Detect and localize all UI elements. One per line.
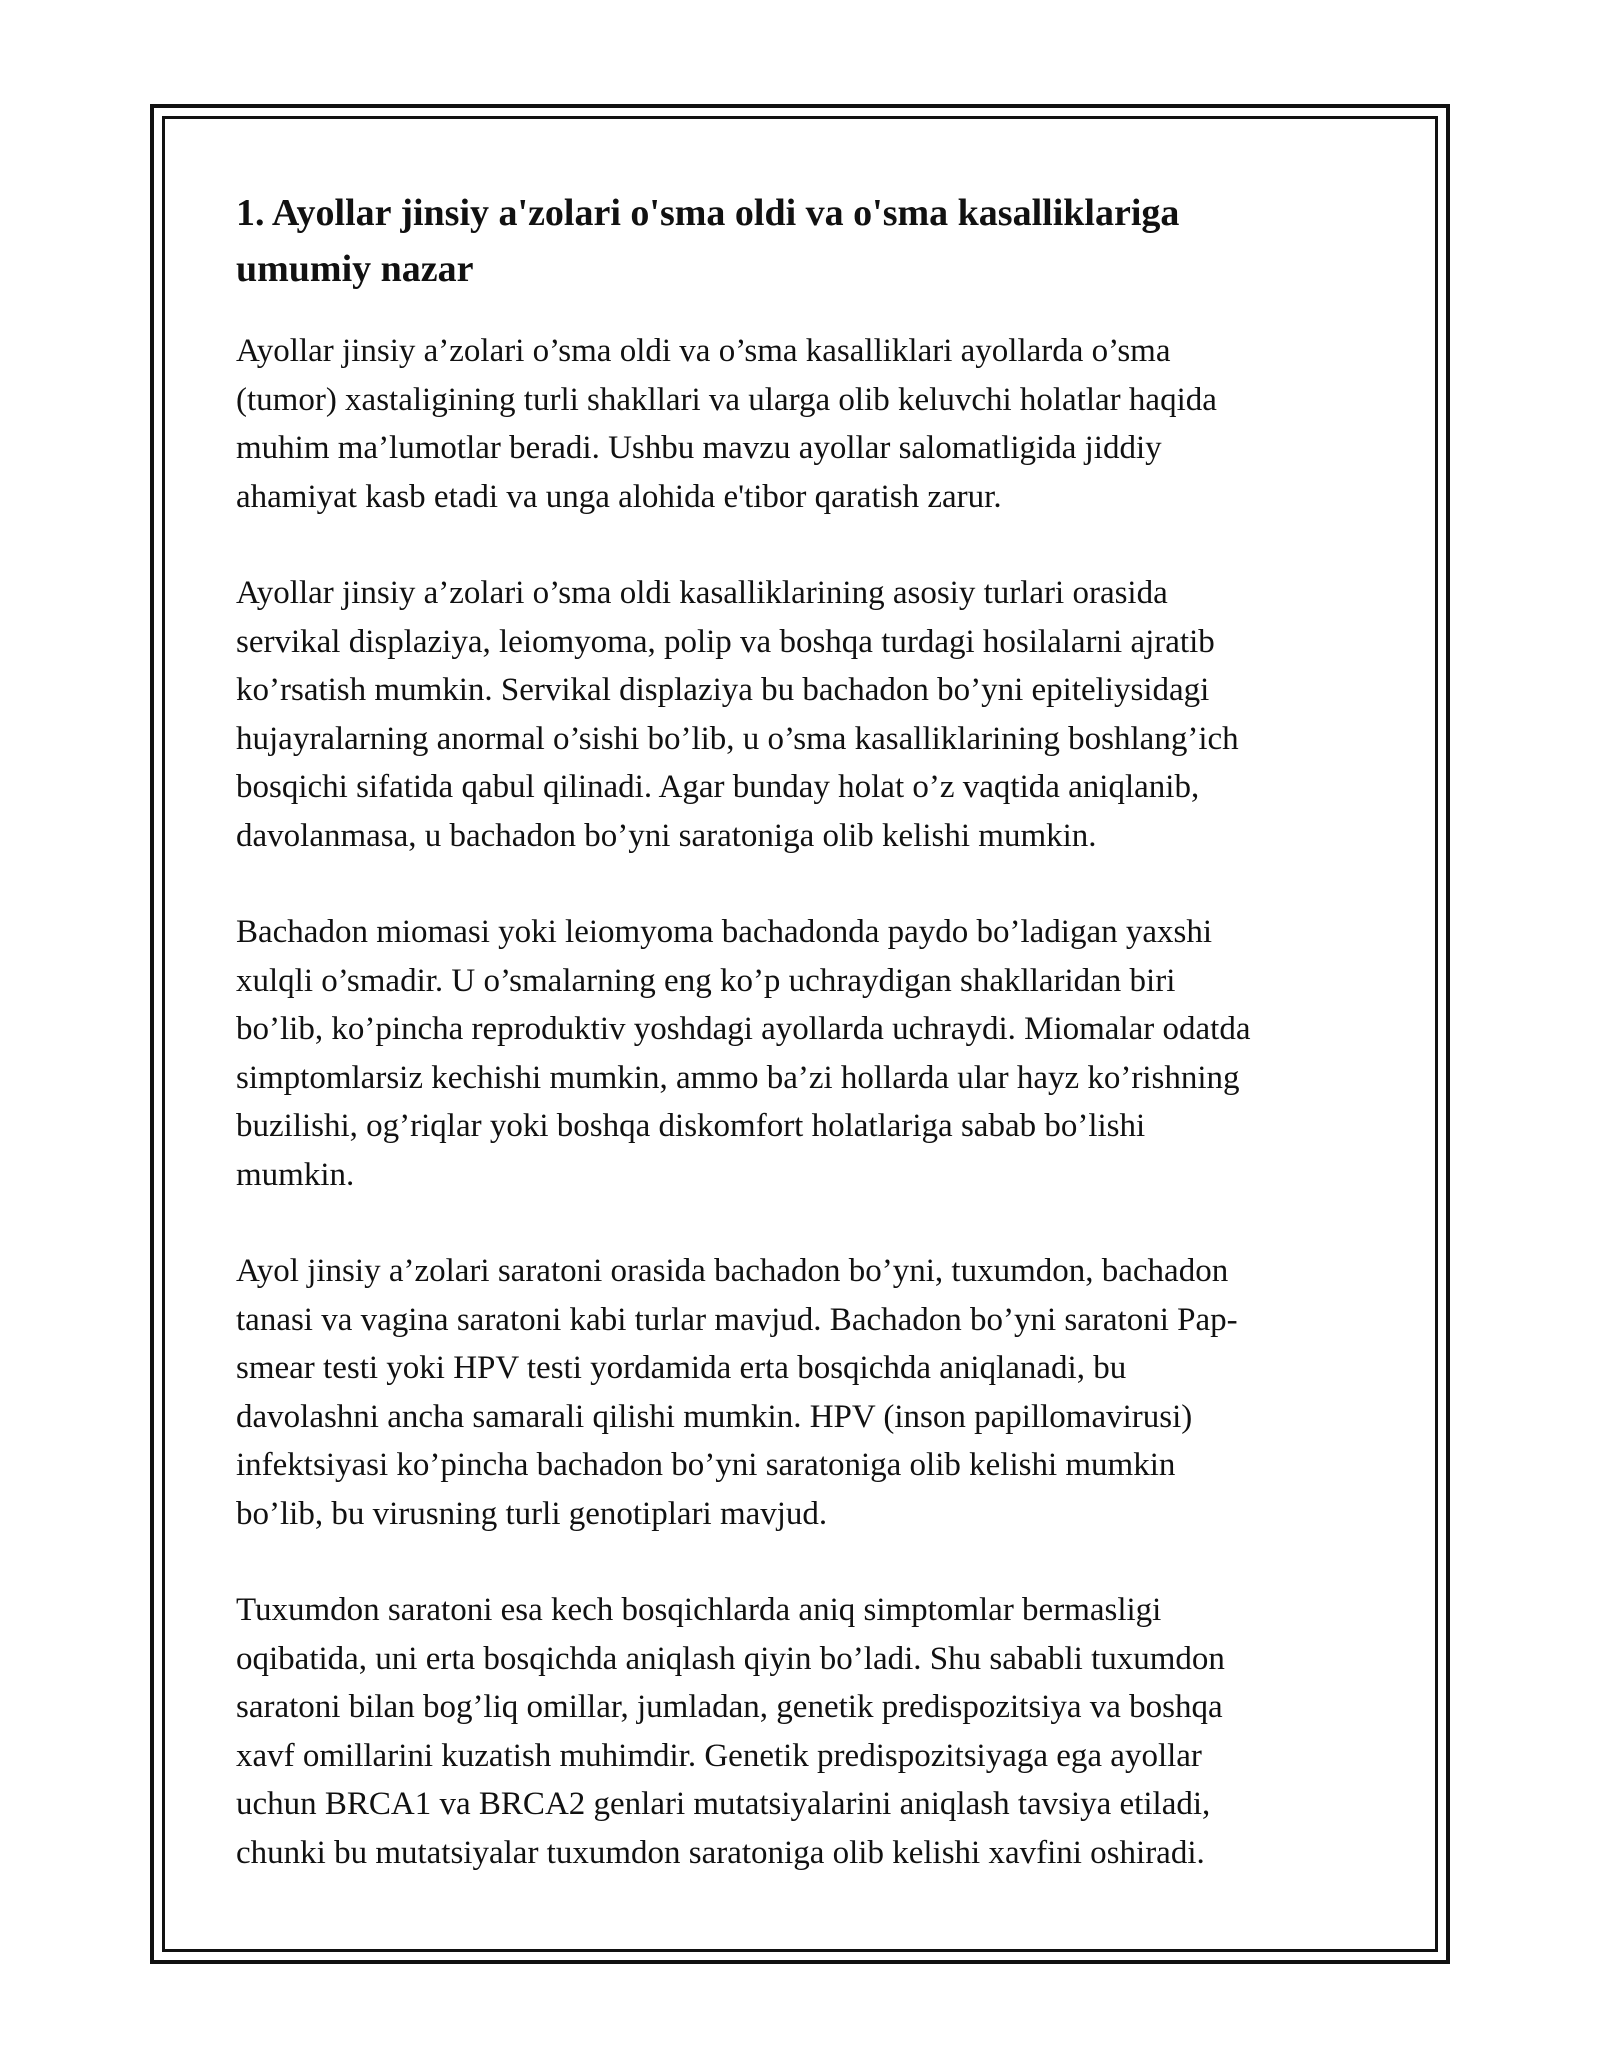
text-line: Bachadon miomasi yoki leiomyoma bachadonda paydo bo’ladigan yaxshi bbox=[236, 914, 1213, 950]
paragraph-intro bbox=[236, 327, 1386, 521]
paragraph-precancer-types bbox=[236, 569, 1386, 860]
text-line: (tumor) xastaligining turli shakllari va ularga olib keluvchi holatlar haqida bbox=[236, 381, 1217, 418]
text-line: hujayralarning anormal o’sishi bo’lib, u o’sma kasalliklarining boshlang’ich bbox=[236, 720, 1239, 757]
text-line: oqibatida, uni erta bosqichda aniqlash qiyin bo’ladi. Shu sababli tuxumdon bbox=[236, 1640, 1225, 1677]
text-line: servikal displaziya, leiomyoma, polip va boshqa turdagi hosilalarni ajratib bbox=[236, 623, 1215, 660]
text-line: saratoni bilan bog’liq omillar, jumladan, genetik predispozitsiya va boshqa bbox=[236, 1689, 1223, 1725]
text-line: ko’rsatish mumkin. Servikal displaziya bu bachadon bo’yni epiteliysidagi bbox=[236, 672, 1210, 708]
text-line: ahamiyat kasb etadi va unga alohida e'tibor qaratish zarur. bbox=[236, 478, 1002, 515]
paragraph-ovarian-cancer bbox=[236, 1586, 1386, 1877]
text-line: xavf omillarini kuzatish muhimdir. Genetik predispozitsiyaga ega ayollar bbox=[236, 1737, 1202, 1774]
text-line: uchun BRCA1 va BRCA2 genlari mutatsiyalarini aniqlash tavsiya etiladi, bbox=[236, 1786, 1211, 1822]
text-line: simptomlarsiz kechishi mumkin, ammo ba’zi hollarda ular hayz ko’rishning bbox=[236, 1059, 1240, 1096]
text-line: muhim ma’lumotlar beradi. Ushbu mavzu ayollar salomatligida jiddiy bbox=[236, 430, 1162, 466]
text-line: bosqichi sifatida qabul qilinadi. Agar bunday holat o’z vaqtida aniqlanib, bbox=[236, 769, 1200, 805]
text-line: mumkin. bbox=[236, 1156, 355, 1193]
text-line: Ayol jinsiy a’zolari saratoni orasida bachadon bo’yni, tuxumdon, bachadon bbox=[236, 1253, 1229, 1289]
text-line: xulqli o’smadir. U o’smalarning eng ko’p uchraydigan shakllaridan biri bbox=[236, 962, 1176, 999]
text-line: smear testi yoki HPV testi yordamida erta bosqichda aniqlanadi, bu bbox=[236, 1350, 1127, 1386]
section-heading bbox=[236, 185, 1386, 297]
text-line: chunki bu mutatsiyalar tuxumdon saratoniga olib kelishi xavfini oshiradi. bbox=[236, 1834, 1205, 1871]
paragraph-cancer-types bbox=[236, 1247, 1386, 1538]
text-line: davolanmasa, u bachadon bo’yni saratoniga olib kelishi mumkin. bbox=[236, 817, 1097, 854]
text-line: Tuxumdon saratoni esa kech bosqichlarda aniq simptomlar bermasligi bbox=[236, 1592, 1162, 1628]
heading-line: 1. Ayollar jinsiy a'zolari o'sma oldi va o'sma kasalliklariga bbox=[236, 192, 1180, 234]
text-line: buzilishi, og’riqlar yoki boshqa diskomfort holatlariga sabab bo’lishi bbox=[236, 1108, 1146, 1144]
paragraph-leiomyoma bbox=[236, 908, 1386, 1199]
text-line: bo’lib, bu virusning turli genotiplari mavjud. bbox=[236, 1495, 828, 1532]
heading-line: umumiy nazar bbox=[236, 248, 474, 290]
text-line: infektsiyasi ko’pincha bachadon bo’yni saratoniga olib kelishi mumkin bbox=[236, 1447, 1176, 1483]
text-line: bo’lib, ko’pincha reproduktiv yoshdagi ayollarda uchraydi. Miomalar odatda bbox=[236, 1011, 1251, 1047]
text-line: Ayollar jinsiy a’zolari o’sma oldi va o’sma kasalliklari ayollarda o’sma bbox=[236, 333, 1171, 369]
document-body bbox=[236, 185, 1386, 1925]
text-line: Ayollar jinsiy a’zolari o’sma oldi kasalliklarining asosiy turlari orasida bbox=[236, 575, 1168, 611]
text-line: davolashni ancha samarali qilishi mumkin. HPV (inson papillomavirusi) bbox=[236, 1398, 1193, 1435]
text-line: tanasi va vagina saratoni kabi turlar mavjud. Bachadon bo’yni saratoni Pap- bbox=[236, 1301, 1238, 1338]
